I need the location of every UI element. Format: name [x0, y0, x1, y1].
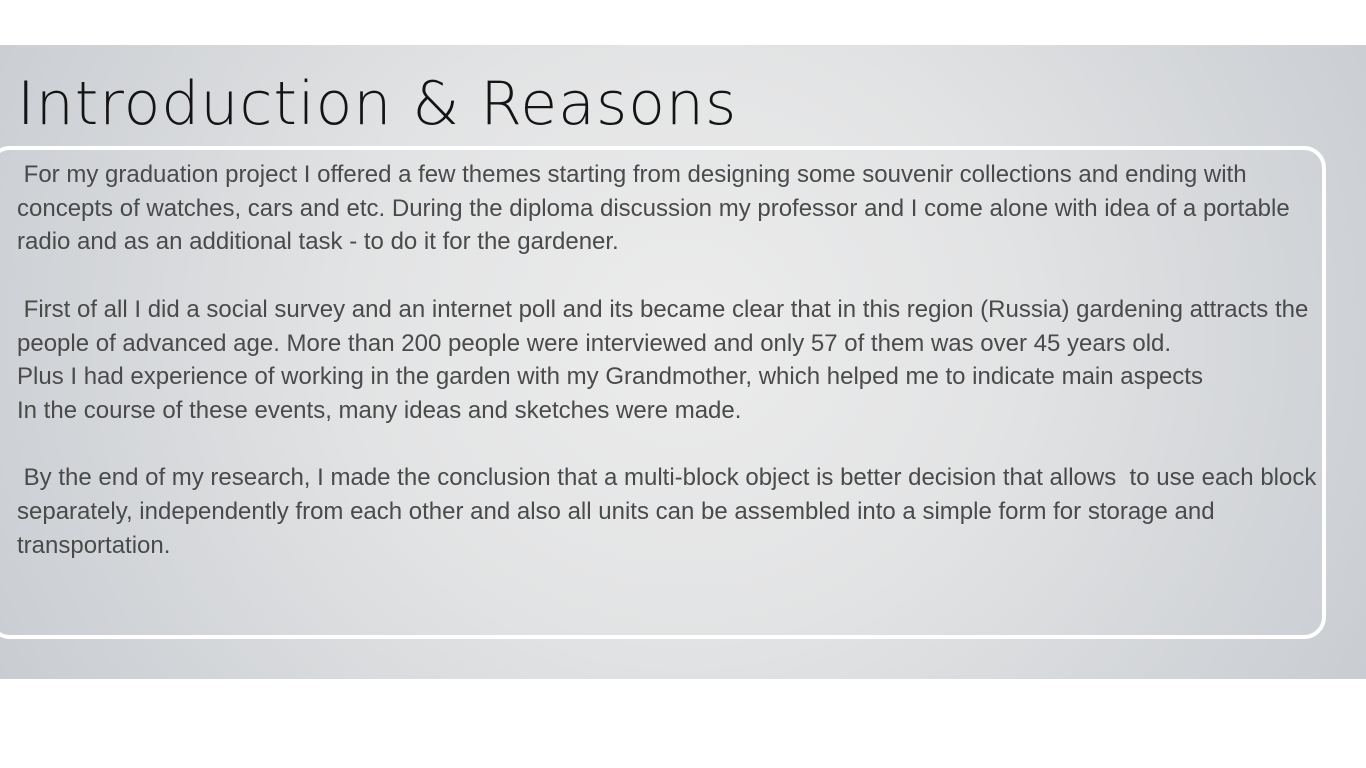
paragraph-gap [17, 259, 1317, 293]
body-text [17, 158, 1324, 562]
paragraph-ideas: In the course of these events, many ideas and sketches were made. [17, 396, 742, 424]
paragraph-experience: Plus I had experience of working in the garden with my Grandmother, which helped me to indicate main aspects [17, 363, 1203, 391]
paragraph-intro: For my graduation project I offered a few themes starting from designing some souvenir collections and ending with concepts of watches, cars and etc. During the diploma discussion my professor and I come alone with idea of a portable radio and as an additional task - to do it for the gardener. [17, 161, 1297, 256]
paragraph-survey: First of all I did a social survey and an internet poll and its became clear that in this region (Russia) gardening attracts the people of advanced age. More than 200 people were interviewed and only 57 of them was over 45 years old. [17, 295, 1315, 357]
paragraph-conclusion: By the end of my research, I made the conclusion that a multi-block object is better decision that allows to use each block separately, independently from each other and also all units can be assembled into a simple form for storage and transportation. [17, 464, 1324, 559]
slide-title: Introduction & Reasons [17, 69, 738, 139]
slide [0, 45, 1366, 679]
paragraph-gap [17, 428, 1317, 462]
